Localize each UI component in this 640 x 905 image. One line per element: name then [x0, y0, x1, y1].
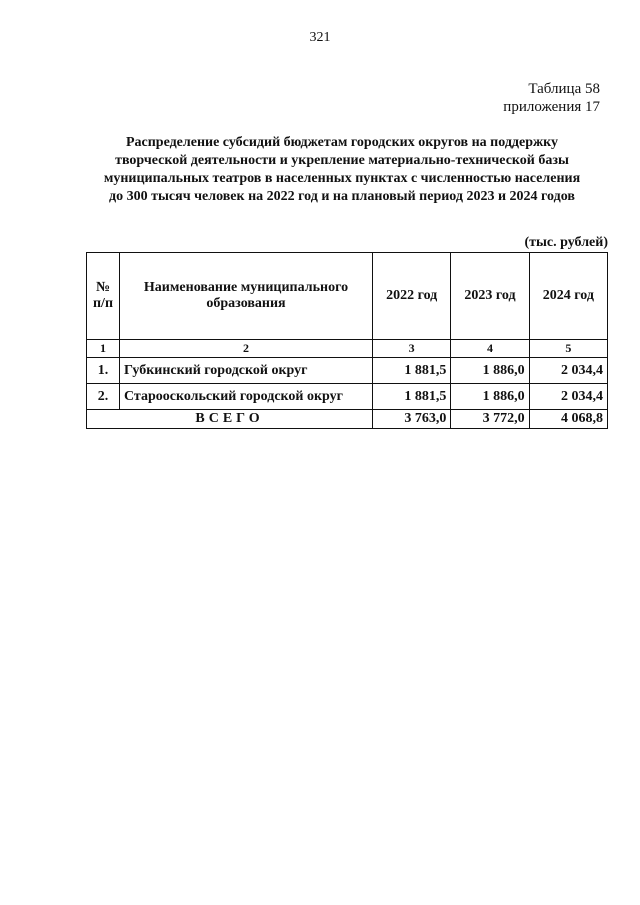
table-reference-number: Таблица 58	[528, 81, 600, 97]
page-number: 321	[309, 30, 331, 45]
total-2024: 4 068,8	[529, 410, 607, 429]
header-name: Наименование муниципального образования	[120, 253, 373, 340]
total-row	[87, 410, 608, 429]
row-num: 1.	[87, 358, 120, 384]
header-2023: 2023 год	[451, 253, 529, 340]
column-index: 4	[451, 340, 529, 358]
document-title-line: Распределение субсидий бюджетам городских округов на поддержку	[125, 135, 559, 150]
table-header-row	[87, 253, 608, 340]
document-title-line: творческой деятельности и укрепление материально-технической базы	[115, 153, 569, 168]
units-label: (тыс. рублей)	[524, 235, 608, 250]
row-2022: 1 881,5	[373, 384, 451, 410]
column-index: 2	[120, 340, 373, 358]
header-2022: 2022 год	[373, 253, 451, 340]
row-2023: 1 886,0	[451, 384, 529, 410]
row-2024: 2 034,4	[529, 384, 607, 410]
subsidy-table	[86, 252, 608, 429]
table-reference	[503, 80, 600, 116]
column-index: 5	[529, 340, 607, 358]
row-name: Губкинский городской округ	[120, 358, 373, 384]
document-title	[80, 134, 604, 206]
column-index: 1	[87, 340, 120, 358]
table-row	[87, 384, 608, 410]
row-2024: 2 034,4	[529, 358, 607, 384]
total-2022: 3 763,0	[373, 410, 451, 429]
header-num: № п/п	[87, 253, 120, 340]
row-2022: 1 881,5	[373, 358, 451, 384]
table-row	[87, 358, 608, 384]
table-reference-appendix: приложения 17	[503, 99, 600, 115]
total-label: ВСЕГО	[87, 410, 373, 429]
column-index: 3	[373, 340, 451, 358]
header-2024: 2024 год	[529, 253, 607, 340]
document-title-line: муниципальных театров в населенных пунктах с численностью населения	[103, 171, 581, 186]
column-index-row	[87, 340, 608, 358]
row-2023: 1 886,0	[451, 358, 529, 384]
total-2023: 3 772,0	[451, 410, 529, 429]
document-title-line: до 300 тысяч человек на 2022 год и на плановый период 2023 и 2024 годов	[109, 189, 575, 204]
row-num: 2.	[87, 384, 120, 410]
row-name: Старооскольский городской округ	[120, 384, 373, 410]
